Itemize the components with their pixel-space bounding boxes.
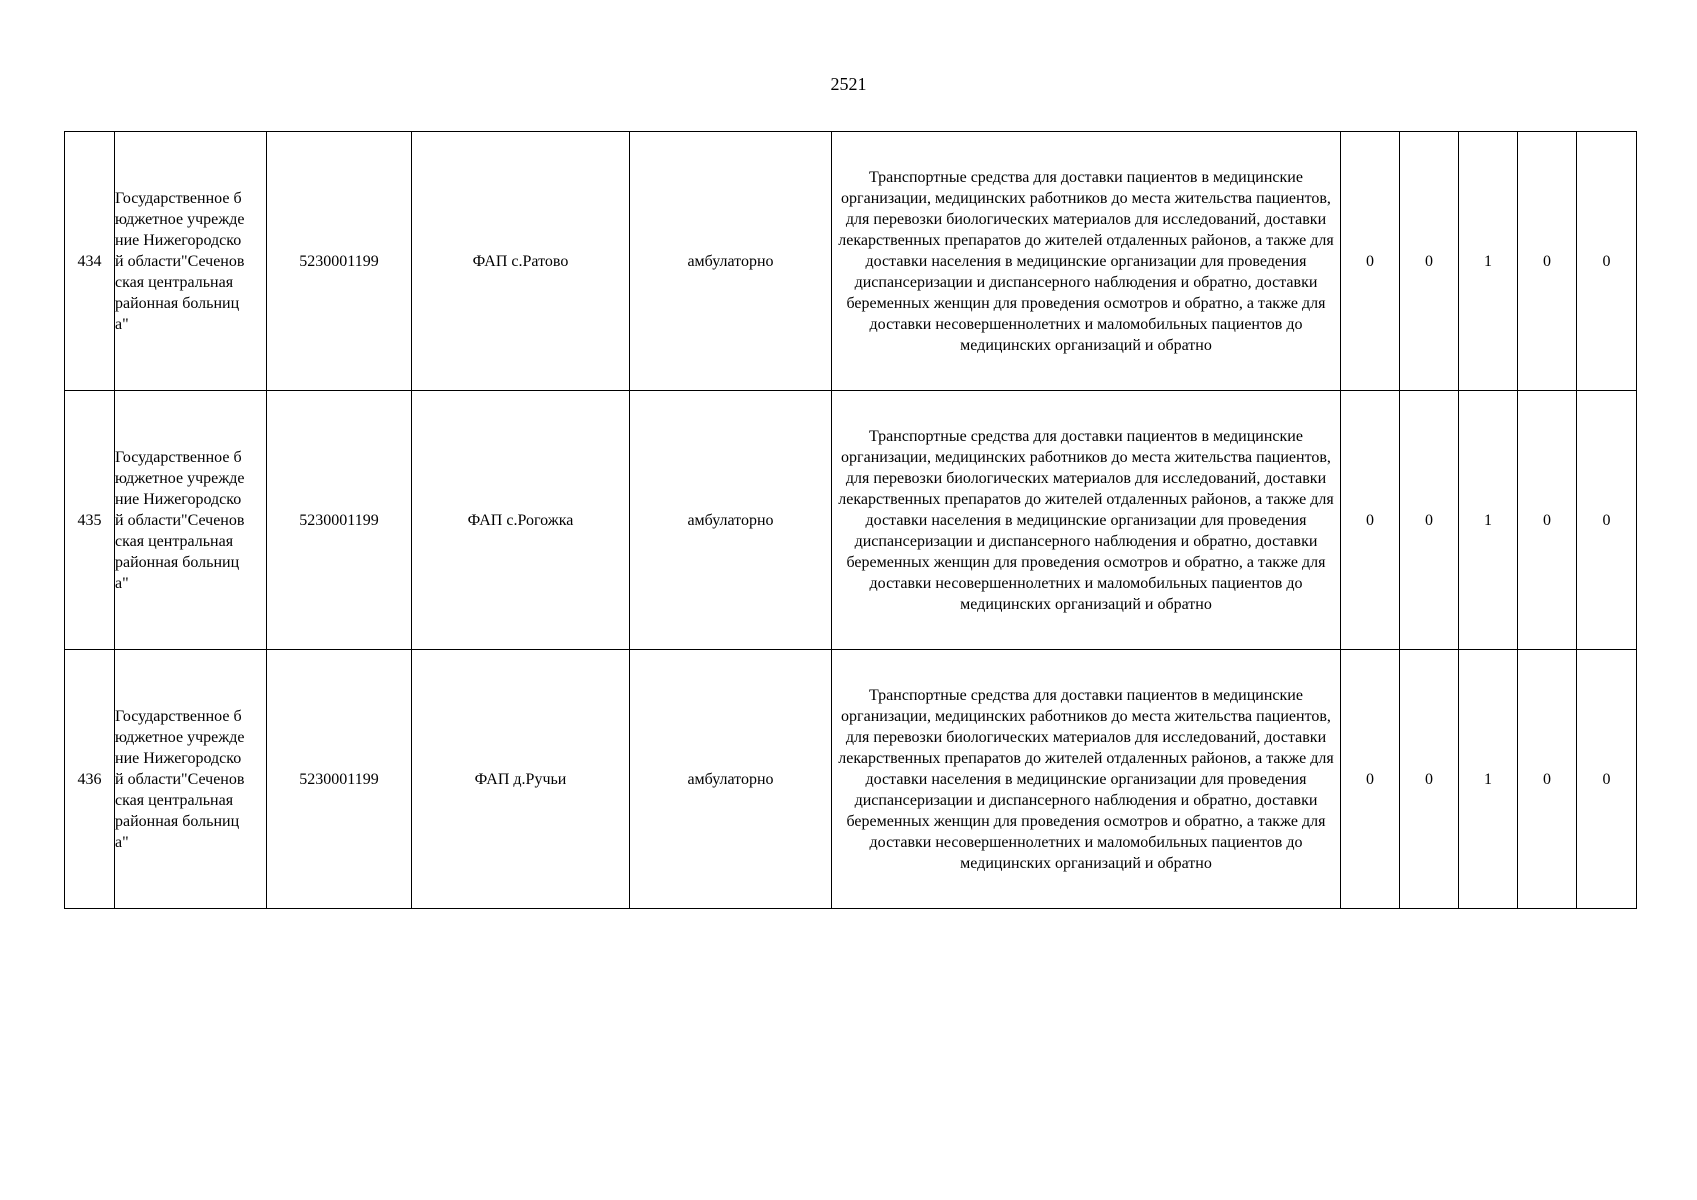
inn-cell: 5230001199 [267,650,412,909]
value-cell-5: 0 [1577,391,1637,650]
page-number: 2521 [830,74,867,94]
row-number: 435 [65,391,115,650]
value-cell-3: 1 [1459,391,1518,650]
table-row [65,391,1637,650]
unit-name-cell: ФАП с.Ратово [412,132,630,391]
organization-name: Государственное бюджетное учреждение Нижегородской области"Сеченовская центральная районная больница" [115,189,245,333]
unit-name-cell: ФАП д.Ручьи [412,650,630,909]
care-form-cell: амбулаторно [630,391,832,650]
value-cell-5: 0 [1577,132,1637,391]
value-cell-2: 0 [1400,132,1459,391]
value-cell-4: 0 [1518,132,1577,391]
inn-cell: 5230001199 [267,391,412,650]
row-number: 436 [65,650,115,909]
value-cell-4: 0 [1518,650,1577,909]
value-cell-2: 0 [1400,391,1459,650]
table-row [65,132,1637,391]
care-form-cell: амбулаторно [630,132,832,391]
equipment-description-cell: Транспортные средства для доставки пациентов в медицинские организации, медицинских работников до места жительства пациентов, для перевозки биологических материалов для исследований, доставки лекарственных препаратов до жителей отдаленных районов, а также для доставки населения в медицинские организации для проведения диспансеризации и диспансерного наблюдения и обратно, доставки беременных женщин для проведения осмотров и обратно, а также для доставки несовершеннолетних и маломобильных пациентов до медицинских организаций и обратно [832,132,1341,391]
value-cell-3: 1 [1459,650,1518,909]
organization-name: Государственное бюджетное учреждение Нижегородской области"Сеченовская центральная районная больница" [115,707,245,851]
value-cell-1: 0 [1341,650,1400,909]
value-cell-1: 0 [1341,391,1400,650]
value-cell-1: 0 [1341,132,1400,391]
organization-cell [115,650,267,909]
organization-cell [115,391,267,650]
organization-name: Государственное бюджетное учреждение Нижегородской области"Сеченовская центральная районная больница" [115,448,245,592]
inn-cell: 5230001199 [267,132,412,391]
row-number: 434 [65,132,115,391]
unit-name-cell: ФАП с.Рогожка [412,391,630,650]
equipment-description-cell: Транспортные средства для доставки пациентов в медицинские организации, медицинских работников до места жительства пациентов, для перевозки биологических материалов для исследований, доставки лекарственных препаратов до жителей отдаленных районов, а также для доставки населения в медицинские организации для проведения диспансеризации и диспансерного наблюдения и обратно, доставки беременных женщин для проведения осмотров и обратно, а также для доставки несовершеннолетних и маломобильных пациентов до медицинских организаций и обратно [832,391,1341,650]
value-cell-3: 1 [1459,132,1518,391]
value-cell-5: 0 [1577,650,1637,909]
care-form-cell: амбулаторно [630,650,832,909]
value-cell-2: 0 [1400,650,1459,909]
table-row [65,650,1637,909]
organization-cell [115,132,267,391]
value-cell-4: 0 [1518,391,1577,650]
equipment-description-cell: Транспортные средства для доставки пациентов в медицинские организации, медицинских работников до места жительства пациентов, для перевозки биологических материалов для исследований, доставки лекарственных препаратов до жителей отдаленных районов, а также для доставки населения в медицинские организации для проведения диспансеризации и диспансерного наблюдения и обратно, доставки беременных женщин для проведения осмотров и обратно, а также для доставки несовершеннолетних и маломобильных пациентов до медицинских организаций и обратно [832,650,1341,909]
registry-table [64,131,1637,909]
